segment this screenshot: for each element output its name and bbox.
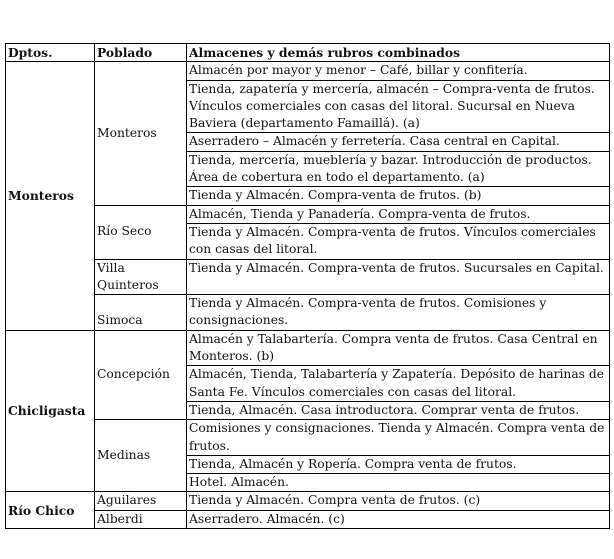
- business-cell: Almacén y Talabartería. Compra venta de frutos. Casa Central en Monteros. (b): [187, 330, 610, 366]
- business-cell: Comisiones y consignaciones. Tienda y Almacén. Compra venta de frutos.: [187, 420, 610, 456]
- table-row: [6, 492, 610, 510]
- business-cell: Almacén, Tienda, Talabartería y Zapatería. Depósito de harinas de Santa Fe. Vínculos comerciales con casas del litoral.: [187, 366, 610, 402]
- commerce-table: [5, 43, 610, 529]
- business-cell: Tienda, Almacén y Ropería. Compra venta de frutos.: [187, 455, 610, 473]
- header-row: [6, 44, 610, 62]
- business-cell: Tienda, mercería, mueblería y bazar. Introducción de productos. Área de cobertura en todo el departamento. (a): [187, 151, 610, 187]
- business-cell: Tienda y Almacén. Compra venta de frutos. (c): [187, 492, 610, 510]
- business-cell: Hotel. Almacén.: [187, 474, 610, 492]
- business-cell: Almacén, Tienda y Panadería. Compra-venta de frutos.: [187, 205, 610, 223]
- header-departments: Dptos.: [6, 44, 95, 62]
- business-cell: Tienda, zapatería y mercería, almacén – Compra-venta de frutos. Vínculos comerciales con casas del litoral. Sucursal en Nueva Baviera (departamento Famaillá). (a): [187, 80, 610, 133]
- header-town: Poblado: [95, 44, 187, 62]
- town-cell: Simoca: [95, 295, 187, 331]
- department-cell: Monteros: [6, 62, 95, 330]
- commerce-table-wrapper: [5, 43, 609, 529]
- business-cell: Tienda, Almacén. Casa introductora. Comprar venta de frutos.: [187, 401, 610, 419]
- town-cell: Villa Quinteros: [95, 259, 187, 295]
- department-cell: Río Chico: [6, 492, 95, 529]
- business-cell: Aserradero. Almacén. (c): [187, 510, 610, 528]
- town-cell: Aguilares: [95, 492, 187, 510]
- town-cell: Río Seco: [95, 205, 187, 259]
- table-row: [6, 62, 610, 80]
- business-cell: Tienda y Almacén. Compra-venta de frutos. Vínculos comerciales con casas del litoral.: [187, 223, 610, 259]
- department-cell: Chicligasta: [6, 330, 95, 492]
- table-row: [6, 295, 610, 331]
- town-cell: Medinas: [95, 420, 187, 492]
- town-cell: Alberdi: [95, 510, 187, 528]
- town-cell: Monteros: [95, 62, 187, 205]
- business-cell: Almacén por mayor y menor – Café, billar y confitería.: [187, 62, 610, 80]
- table-row: [6, 330, 610, 366]
- business-cell: Tienda y Almacén. Compra-venta de frutos. Sucursales en Capital.: [187, 259, 610, 295]
- table-row: [6, 420, 610, 456]
- table-row: [6, 205, 610, 223]
- town-cell: Concepción: [95, 330, 187, 419]
- business-cell: Tienda y Almacén. Compra-venta de frutos. Comisiones y consignaciones.: [187, 295, 610, 331]
- business-cell: Aserradero – Almacén y ferretería. Casa central en Capital.: [187, 133, 610, 151]
- business-cell: Tienda y Almacén. Compra-venta de frutos. (b): [187, 187, 610, 205]
- table-row: [6, 259, 610, 295]
- table-row: [6, 510, 610, 528]
- header-businesses: Almacenes y demás rubros combinados: [187, 44, 610, 62]
